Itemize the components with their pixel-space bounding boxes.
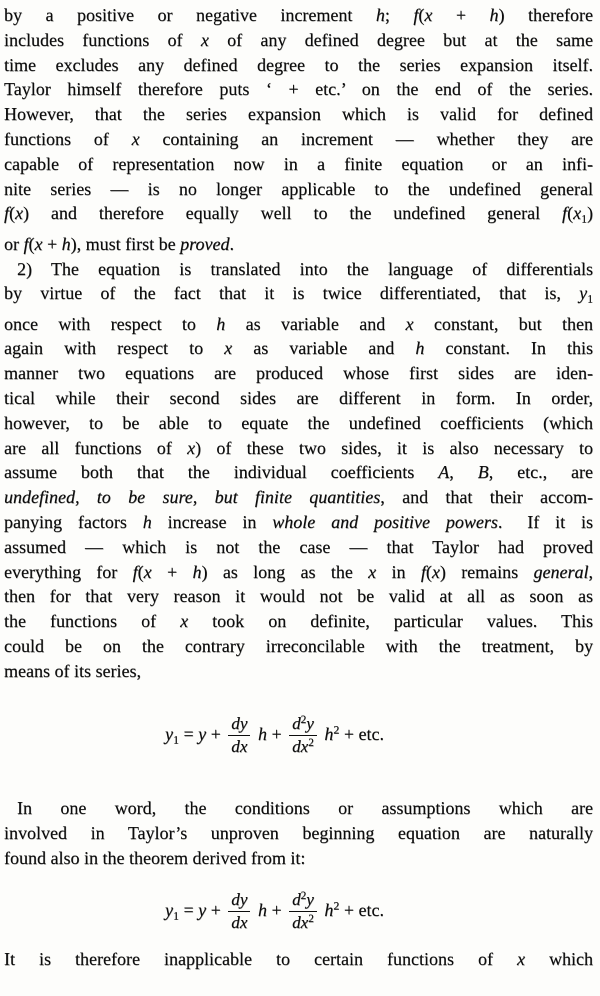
text-line xyxy=(4,257,593,282)
text-span: , xyxy=(449,462,478,483)
text-span: ) remains xyxy=(439,561,534,582)
italic-text-span: x xyxy=(368,561,377,582)
subscript-span: 1 xyxy=(581,211,587,226)
text-span: ) therefore xyxy=(498,5,593,25)
italic-text-span: proved xyxy=(180,233,230,254)
italic-text-span: undefined, to be sure, but finite quantities xyxy=(4,487,381,508)
italic-text-span: y xyxy=(165,723,174,744)
text-span: ( xyxy=(418,5,425,25)
text-line xyxy=(4,584,593,609)
text-span: ( xyxy=(567,203,574,224)
equation-content xyxy=(165,714,384,757)
text-line xyxy=(4,77,593,102)
italic-text-span: f xyxy=(562,203,568,224)
text-line xyxy=(4,510,593,535)
fraction-numerator xyxy=(289,714,317,736)
italic-text-span: B xyxy=(477,462,489,483)
superscript-span: 2 xyxy=(333,722,340,737)
text-span: constant. In this xyxy=(424,338,593,359)
fraction-numerator xyxy=(228,890,250,912)
text-span: + xyxy=(206,723,226,744)
italic-text-span: dx xyxy=(292,912,309,932)
fraction xyxy=(228,714,250,756)
italic-text-span: y xyxy=(198,723,207,744)
italic-text-span: f xyxy=(420,561,426,582)
text-span: nite series — is no longer applicable to the undefined general xyxy=(4,178,593,199)
text-line xyxy=(4,312,593,337)
italic-text-span: x xyxy=(143,561,152,582)
italic-text-span: A xyxy=(438,462,450,483)
text-line xyxy=(4,3,593,28)
text-span: assumed — which is not the case — that Taylor had proved xyxy=(4,536,593,557)
text-span: + etc. xyxy=(339,899,384,920)
italic-text-span: x xyxy=(424,5,433,25)
text-span: However, that the series expansion which is valid for defined xyxy=(4,104,593,125)
fraction-denominator xyxy=(228,736,250,757)
text-span: It is therefore inapplicable to certain functions of xyxy=(4,949,517,970)
text-span: by virtue of the fact that it is twice differentiated, that is, xyxy=(4,283,580,304)
italic-text-span: x xyxy=(187,437,196,458)
fraction xyxy=(228,890,250,932)
text-span: ) xyxy=(587,203,593,224)
italic-text-span: x xyxy=(224,338,233,359)
italic-text-span: x xyxy=(431,561,440,582)
italic-text-span: x xyxy=(200,29,209,50)
text-span: constant, but then xyxy=(413,313,593,334)
text-span: , etc., are xyxy=(488,462,594,483)
text-span: . If it is xyxy=(497,512,593,533)
italic-text-span: f xyxy=(413,5,419,25)
italic-text-span: x xyxy=(34,233,43,254)
italic-text-span: h xyxy=(324,723,334,744)
text-line xyxy=(4,821,593,846)
text-span: as variable and xyxy=(225,313,406,334)
text-span: involved in Taylor’s unproven beginning equation are naturally xyxy=(4,823,593,844)
italic-text-span: y xyxy=(198,899,207,920)
text-span: containing an increment — whether they are xyxy=(139,128,594,149)
text-line xyxy=(4,846,593,871)
italic-text-span: d xyxy=(292,889,301,909)
paragraph xyxy=(4,796,593,870)
italic-text-span: f xyxy=(4,203,10,224)
series-equation-1 xyxy=(4,714,593,757)
italic-text-span: y xyxy=(165,899,174,920)
text-line xyxy=(4,485,593,510)
text-span: + xyxy=(432,5,490,25)
text-line xyxy=(4,336,593,361)
text-line xyxy=(4,177,593,202)
text-span: ) of these two sides, it is also necessary to xyxy=(195,437,593,458)
text-span: , xyxy=(588,561,593,582)
italic-text-span: h xyxy=(415,338,425,359)
fraction-numerator xyxy=(289,890,317,912)
series-equation-2 xyxy=(4,890,593,933)
text-span: ( xyxy=(137,561,144,582)
text-span: again with respect to xyxy=(4,338,225,359)
text-span: Taylor himself therefore puts ‘ + etc.’ on the end of the series. xyxy=(4,79,593,100)
text-span: ( xyxy=(28,233,35,254)
fraction xyxy=(289,890,317,933)
italic-text-span: h xyxy=(324,899,334,920)
italic-text-span: h xyxy=(192,561,202,582)
text-line xyxy=(4,634,593,659)
text-span: ( xyxy=(425,561,432,582)
text-line xyxy=(4,53,593,78)
text-line xyxy=(4,127,593,152)
text-span: . xyxy=(229,233,234,254)
fraction xyxy=(289,714,317,757)
italic-text-span: x xyxy=(131,128,140,149)
text-span: which xyxy=(524,949,593,970)
italic-text-span: dx xyxy=(292,736,309,756)
italic-text-span: x xyxy=(573,203,582,224)
text-span: tical while their second sides are different in form. In order, xyxy=(4,388,593,409)
italic-text-span: x xyxy=(180,611,189,632)
italic-text-span: f xyxy=(23,233,29,254)
paragraph xyxy=(4,257,593,684)
text-line xyxy=(4,201,593,231)
text-span: + xyxy=(206,899,226,920)
italic-text-span: x xyxy=(15,203,24,224)
text-span: manner two equations are produced whose first sides are iden- xyxy=(4,363,593,384)
superscript-span: 2 xyxy=(308,736,314,749)
fraction-denominator xyxy=(228,912,250,933)
text-span: time excludes any defined degree to the series expansion itself. xyxy=(4,54,593,75)
text-span: assume both that the individual coefficients xyxy=(4,462,439,483)
subscript-span: 1 xyxy=(173,908,179,923)
text-line xyxy=(4,152,593,177)
text-span: = xyxy=(178,899,199,920)
italic-text-span: h xyxy=(375,5,385,25)
text-line xyxy=(4,609,593,634)
text-line xyxy=(4,947,593,972)
italic-text-span: whole and positive powers xyxy=(272,512,498,533)
text-span: the functions of xyxy=(4,611,181,632)
italic-text-span: h xyxy=(61,233,71,254)
fraction-denominator xyxy=(289,912,317,933)
text-span: In one word, the conditions or assumptions which are xyxy=(17,798,593,819)
paragraph xyxy=(4,3,593,257)
italic-text-span: dy xyxy=(231,714,248,734)
subscript-span: 1 xyxy=(587,291,593,306)
italic-text-span: f xyxy=(132,561,138,582)
text-span: found also in the theorem derived from it: xyxy=(4,847,306,868)
italic-text-span: h xyxy=(216,313,226,334)
text-span: + xyxy=(266,723,287,744)
text-line xyxy=(4,796,593,821)
text-span: + xyxy=(266,899,287,920)
text-span: + xyxy=(151,561,193,582)
italic-text-span: x xyxy=(516,949,525,970)
text-span: in xyxy=(376,561,421,582)
italic-text-span: d xyxy=(292,713,301,733)
italic-text-span: dx xyxy=(231,736,248,756)
text-line xyxy=(4,361,593,386)
italic-text-span: h xyxy=(489,5,499,25)
fraction-denominator xyxy=(289,736,317,757)
text-span: of any defined degree but at the same xyxy=(208,29,593,50)
text-span: means of its series, xyxy=(4,660,141,681)
text-span: ) and therefore equally well to the undefined general xyxy=(23,203,563,224)
text-span: capable of representation now in a finite equation or an infi- xyxy=(4,153,593,174)
text-span: , and that their accom- xyxy=(380,487,594,508)
equation-content xyxy=(165,890,384,933)
text-span: ; xyxy=(384,5,414,25)
text-span: ), must first be xyxy=(70,233,181,254)
text-line xyxy=(4,281,593,311)
text-span: by a positive or negative increment xyxy=(4,5,376,25)
text-span: once with respect to xyxy=(4,313,217,334)
text-span: = xyxy=(178,723,199,744)
text-span: + etc. xyxy=(339,723,384,744)
text-span: could be on the contrary irreconcilable with the treatment, by xyxy=(4,636,593,657)
text-span: increase in xyxy=(151,512,273,533)
italic-text-span: h xyxy=(257,899,267,920)
italic-text-span: x xyxy=(405,313,414,334)
text-span: panying factors xyxy=(4,512,143,533)
paragraph xyxy=(4,947,593,972)
text-span: as variable and xyxy=(232,338,416,359)
italic-text-span: y xyxy=(579,283,588,304)
text-line xyxy=(4,386,593,411)
italic-text-span: dx xyxy=(231,912,248,932)
italic-text-span: y xyxy=(306,713,314,733)
superscript-span: 2 xyxy=(300,889,307,902)
text-line xyxy=(4,535,593,560)
text-span: then for that very reason it would not be valid at all as soon as xyxy=(4,586,593,607)
text-span: ( xyxy=(9,203,16,224)
text-span: are all functions of xyxy=(4,437,188,458)
text-line xyxy=(4,102,593,127)
text-line xyxy=(4,28,593,53)
text-line xyxy=(4,659,593,684)
italic-text-span: y xyxy=(306,889,314,909)
text-line xyxy=(4,460,593,485)
text-span: 2) The equation is translated into the language of differentials xyxy=(17,258,593,279)
superscript-span: 2 xyxy=(333,898,340,913)
text-line xyxy=(4,232,593,257)
italic-text-span: h xyxy=(257,723,267,744)
text-line xyxy=(4,560,593,585)
superscript-span: 2 xyxy=(308,912,314,925)
fraction-numerator xyxy=(228,714,250,736)
text-span: functions of xyxy=(4,128,132,149)
text-span: everything for xyxy=(4,561,133,582)
text-span: ) as long as the xyxy=(201,561,369,582)
text-line xyxy=(4,411,593,436)
superscript-span: 2 xyxy=(300,713,307,726)
text-span: or xyxy=(4,233,24,254)
text-span: however, to be able to equate the undefined coefficients (which xyxy=(4,412,593,433)
text-line xyxy=(4,436,593,461)
text-span: includes functions of xyxy=(4,29,201,50)
italic-text-span: general xyxy=(533,561,589,582)
italic-text-span: dy xyxy=(231,890,248,910)
text-span: took on definite, particular values. This xyxy=(188,611,593,632)
subscript-span: 1 xyxy=(173,732,179,747)
italic-text-span: h xyxy=(142,512,152,533)
text-span: + xyxy=(42,233,62,254)
